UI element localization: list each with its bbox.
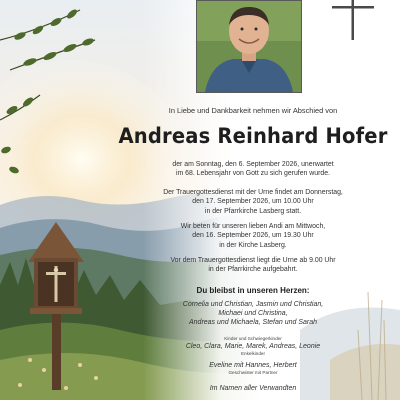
family-names-siblings: Eveline mit Hannes, Herbert [209, 362, 297, 369]
funeral-service-paragraph: Der Trauergottesdienst mit der Urne findet am Donnerstag, den 17. September 2026, um 10.00 Uhr in der Pfarrkirche Lasberg statt. [163, 189, 343, 215]
family-relation-children: Kinder und Schwiegerkinder [224, 336, 282, 341]
deceased-name: Andreas Reinhard Hofer [118, 124, 388, 148]
death-notice-paragraph: der am Sonntag, den 6. September 2026, unerwartet im 68. Lebensjahr von Gott zu sich gerufen wurde. [172, 161, 334, 178]
intro-text: In Liebe und Dankbarkeit nehmen wir Abschied von [168, 106, 338, 115]
prayer-paragraph: Wir beten für unseren lieben Andi am Mittwoch, den 16. September 2026, um 19.30 Uhr in der Kirche Lasberg. [180, 223, 326, 249]
closing-line: Im Namen aller Verwandten [209, 385, 297, 392]
mourners-heading: Du bleibst in unseren Herzen: [196, 286, 310, 295]
family-names-grandchildren: Cleo, Clara, Marie, Marek, Andreas, Leonie [185, 343, 321, 350]
family-names-children: Cornelia und Christian, Jasmin und Christian, Michaei und Christina, Andreas und Michaela, Stefan und Sarah [182, 301, 324, 326]
cross-icon [332, 0, 374, 42]
urn-viewing-paragraph: Vor dem Trauergottesdienst liegt die Urne ab 9.00 Uhr in der Pfarrkirche aufgebahrt. [170, 257, 336, 274]
portrait-photo [196, 0, 302, 93]
family-relation-siblings: Geschwister mit Partner [228, 370, 278, 375]
family-relation-grandchildren: Enkelkinder [240, 351, 265, 356]
